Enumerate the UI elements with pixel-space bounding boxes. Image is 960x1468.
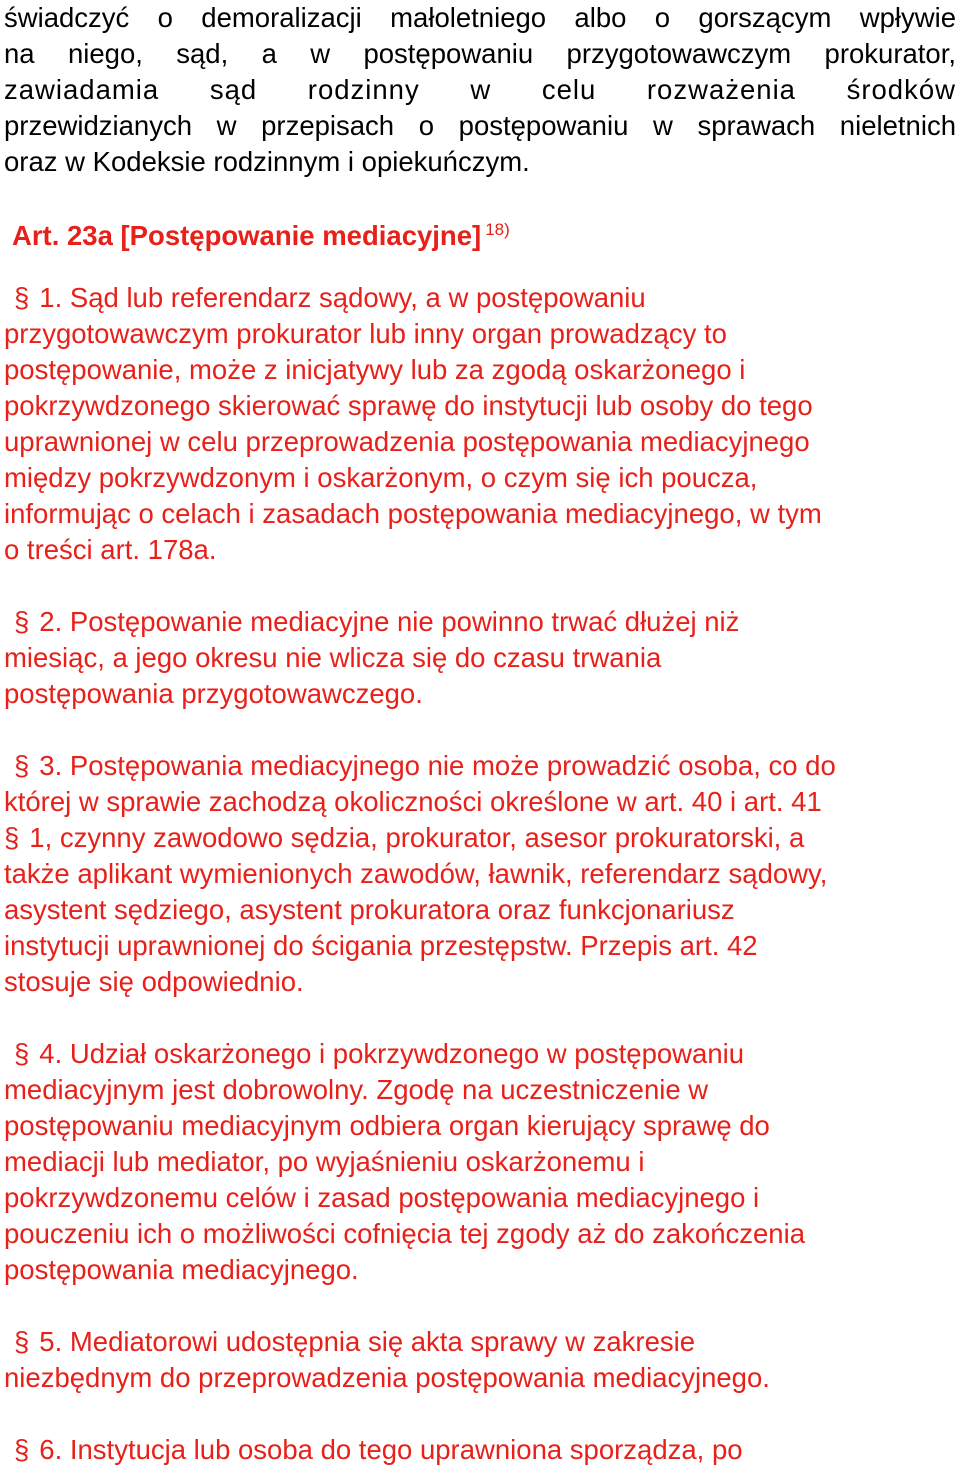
paragraph-line: przygotowawczym prokurator lub inny organ prowadzący to — [4, 318, 727, 349]
paragraph-5-first-line — [4, 1324, 956, 1360]
paragraph-line: także aplikant wymienionych zawodów, ławnik, referendarz sądowy, — [4, 858, 828, 889]
intro-line: świadczyć o demoralizacji małoletniego albo o gorszącym wpływie — [4, 2, 956, 33]
paragraph-text: 4. Udział oskarżonego i pokrzywdzonego w postępowaniu — [39, 1038, 745, 1069]
intro-line: na niego, sąd, a w postępowaniu przygotowawczym prokurator, — [4, 38, 956, 69]
paragraph-line: niezbędnym do przeprowadzenia postępowania mediacyjnego. — [4, 1362, 770, 1393]
article-title: Art. 23a [Postępowanie mediacyjne] — [12, 220, 482, 252]
paragraph-text: 1. Sąd lub referendarz sądowy, a w postępowaniu — [39, 282, 646, 313]
intro-line: oraz w Kodeksie rodzinnym i opiekuńczym. — [4, 146, 530, 177]
paragraph-line: pokrzywdzonemu celów i zasad postępowania mediacyjnego i — [4, 1182, 760, 1213]
paragraph-text: 6. Instytucja lub osoba do tego uprawniona sporządza, po — [39, 1434, 743, 1465]
paragraph-line: mediacji lub mediator, po wyjaśnieniu oskarżonemu i — [4, 1146, 645, 1177]
section-sign-icon: § — [14, 282, 30, 313]
footnote-ref[interactable]: 18) — [485, 220, 510, 239]
paragraph-line: której w sprawie zachodzą okoliczności określone w art. 40 i art. 41 — [4, 786, 822, 817]
section-sign-icon: § — [14, 750, 30, 781]
paragraph-line-with-sign — [4, 820, 956, 856]
paragraph-1-first-line — [4, 280, 956, 316]
paragraph-line: asystent sędziego, asystent prokuratora oraz funkcjonariusz — [4, 894, 735, 925]
paragraph-line: uprawnionej w celu przeprowadzenia postępowania mediacyjnego — [4, 426, 810, 457]
paragraph-line: postępowaniu mediacyjnym odbiera organ kierujący sprawę do — [4, 1110, 770, 1141]
document-body — [4, 0, 956, 1468]
paragraph-line: postępowania przygotowawczego. — [4, 678, 423, 709]
intro-line: zawiadamia sąd rodzinny w celu rozważenia środków — [4, 74, 956, 105]
paragraph-line: pokrzywdzonego skierować sprawę do instytucji lub osoby do tego — [4, 390, 813, 421]
intro-line: przewidzianych w przepisach o postępowaniu w sprawach nieletnich — [4, 110, 956, 141]
paragraph-4-first-line — [4, 1036, 956, 1072]
paragraph-line: postępowanie, może z inicjatywy lub za zgodą oskarżonego i — [4, 354, 746, 385]
paragraph-line: między pokrzywdzonym i oskarżonym, o czym się ich poucza, — [4, 462, 758, 493]
paragraph-line: instytucji uprawnionej do ścigania przestępstw. Przepis art. 42 — [4, 930, 758, 961]
paragraph-2-first-line — [4, 604, 956, 640]
paragraph-text: 2. Postępowanie mediacyjne nie powinno trwać dłużej niż — [39, 606, 740, 637]
paragraph-line: o treści art. 178a. — [4, 534, 217, 565]
paragraph-text: 1, czynny zawodowo sędzia, prokurator, asesor prokuratorski, a — [29, 822, 805, 853]
section-sign-icon: § — [14, 1326, 30, 1357]
paragraph-text: 3. Postępowania mediacyjnego nie może prowadzić osoba, co do — [39, 750, 836, 781]
paragraph-3-first-line — [4, 748, 956, 784]
section-sign-icon: § — [4, 822, 20, 853]
paragraph-line: miesiąc, a jego okresu nie wlicza się do czasu trwania — [4, 642, 662, 673]
paragraph-text: 5. Mediatorowi udostępnia się akta sprawy w zakresie — [39, 1326, 696, 1357]
paragraph-line: informując o celach i zasadach postępowania mediacyjnego, w tym — [4, 498, 822, 529]
paragraph-line: postępowania mediacyjnego. — [4, 1254, 359, 1285]
paragraph-6-first-line — [4, 1432, 956, 1468]
paragraph-line: mediacyjnym jest dobrowolny. Zgodę na uczestniczenie w — [4, 1074, 709, 1105]
paragraph-line: pouczeniu ich o możliwości cofnięcia tej zgody aż do zakończenia — [4, 1218, 805, 1249]
section-sign-icon: § — [14, 1038, 30, 1069]
paragraph-line: stosuje się odpowiednio. — [4, 966, 304, 997]
section-sign-icon: § — [14, 606, 30, 637]
article-heading — [12, 212, 956, 252]
section-sign-icon: § — [14, 1434, 30, 1465]
